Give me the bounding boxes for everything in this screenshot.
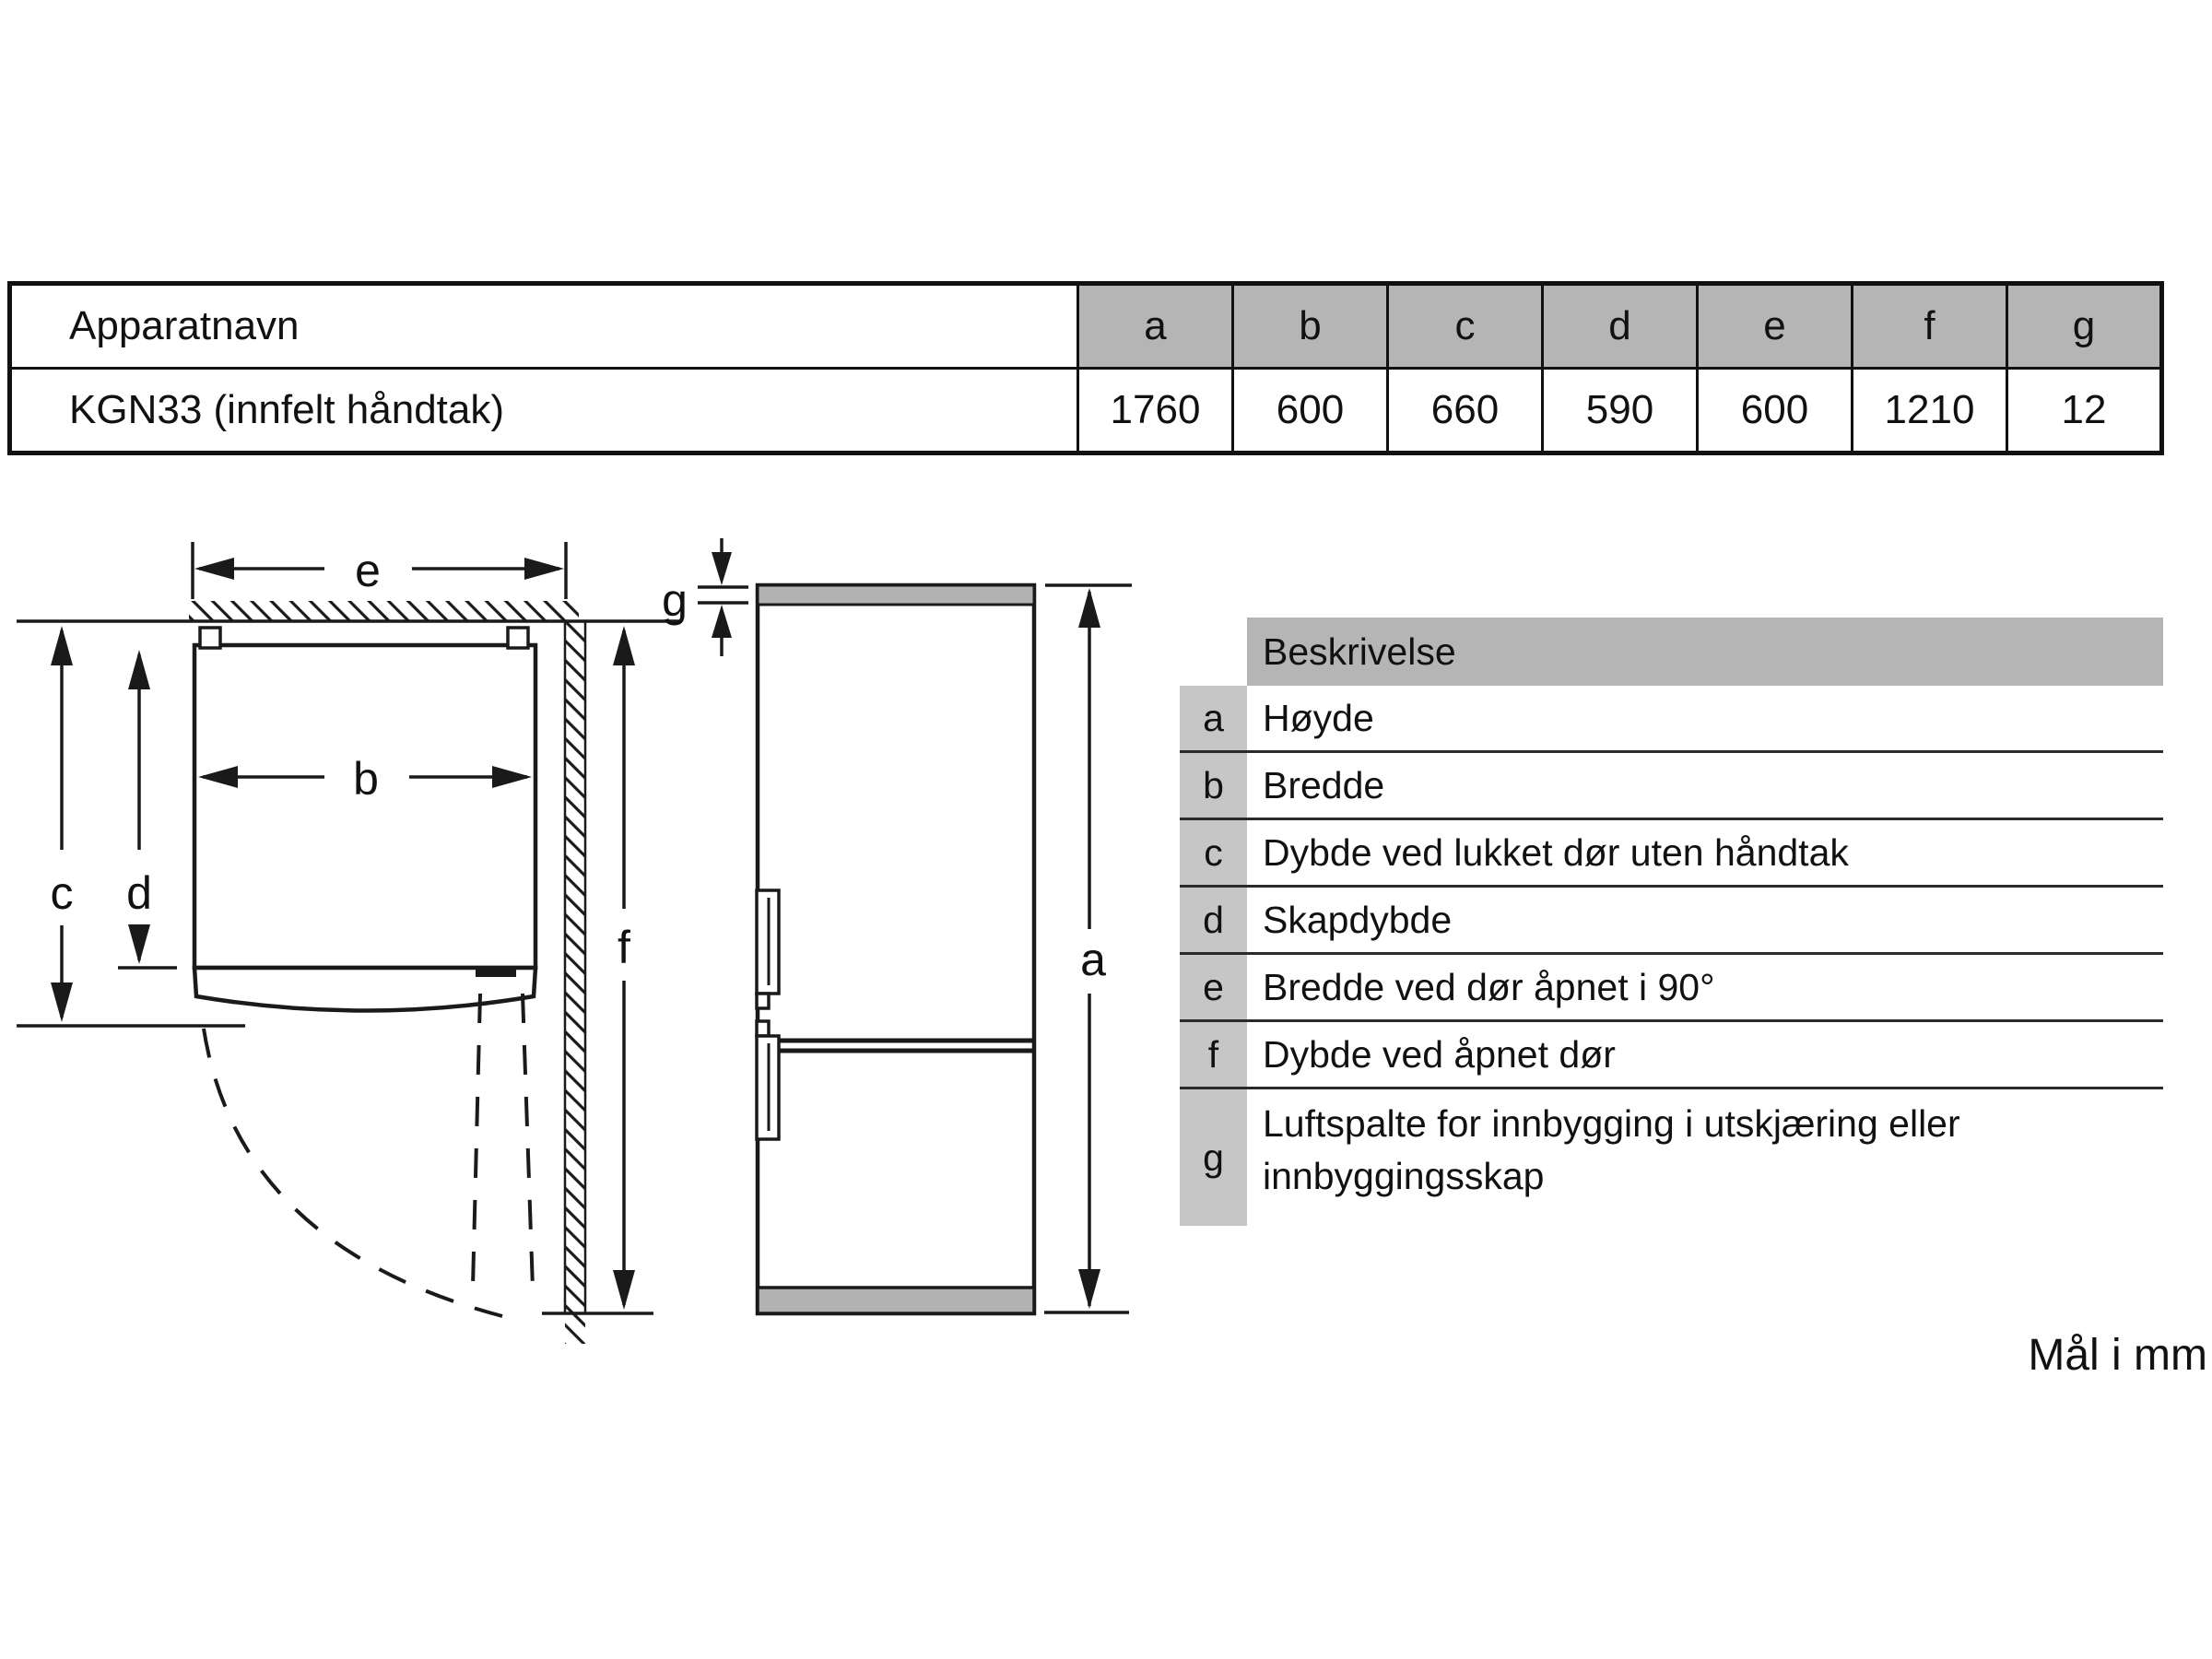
door-swing [204,994,533,1316]
desc-text: Bredde ved dør åpnet i 90° [1263,965,1715,1008]
dim-label-c: c [50,867,74,919]
dim-label-b: b [353,753,379,805]
spec-value-a: 1760 [1078,369,1233,453]
spec-value-d: 590 [1543,369,1698,453]
description-header [1247,618,2163,686]
spec-header-name: Apparatnavn [10,284,1078,369]
desc-row-g [1180,1089,2163,1226]
spec-value-g: 12 [2007,369,2162,453]
desc-key: b [1180,753,1247,818]
dim-label-a: a [1080,934,1106,985]
dim-e [193,542,566,599]
units-note: Mål i mm [2028,1331,2207,1380]
desc-text: Skapdybde [1263,898,1453,941]
desc-row-c [1180,820,2163,888]
desc-key: e [1180,955,1247,1019]
desc-key: d [1180,888,1247,952]
desc-key: g [1180,1089,1247,1226]
desc-key: f [1180,1022,1247,1087]
spec-header-g: g [2007,284,2162,369]
hinge-left [200,628,220,648]
dim-d [118,650,177,968]
hinge-right [508,628,528,648]
dim-label-e: e [355,545,381,596]
description-header-label: Beskrivelse [1263,629,1456,673]
desc-key: c [1180,820,1247,885]
front-view [662,538,1132,1313]
desc-row-b [1180,753,2163,820]
desc-row-a [1180,686,2163,753]
cabinet-front-view [758,585,1034,1313]
desc-text: Luftspalte for innbygging i utskjæring eller innbyggingsskap [1263,1102,1960,1197]
spec-value-row [10,369,2162,453]
spec-table [7,281,2164,455]
desc-text: Bredde [1263,763,1385,806]
top-view [17,542,682,1344]
spec-model-name: KGN33 (innfelt håndtak) [10,369,1078,453]
lower-door-handle [757,1021,779,1139]
spec-header-c: c [1388,284,1543,369]
desc-text: Dybde ved lukket dør uten håndtak [1263,830,1849,874]
desc-text: Dybde ved åpnet dør [1263,1032,1616,1076]
spec-header-d: d [1543,284,1698,369]
desc-key: a [1180,686,1247,750]
spec-header-row [10,284,2162,369]
desc-text: Høyde [1263,696,1374,739]
spec-value-f: 1210 [1853,369,2007,453]
description-table [1180,618,2163,1226]
appliance-dimension-drawing [0,498,1161,1419]
spec-value-e: 600 [1698,369,1853,453]
dim-f [542,626,653,1313]
door-handle-mark [476,970,516,977]
dim-g [662,538,748,656]
spec-header-e: e [1698,284,1853,369]
desc-row-e [1180,955,2163,1022]
plinth [758,1288,1034,1313]
spec-header-f: f [1853,284,2007,369]
spec-value-b: 600 [1233,369,1388,453]
desc-row-d [1180,888,2163,955]
dim-label-f: f [618,922,630,973]
spec-value-c: 660 [1388,369,1543,453]
air-gap-strip [758,585,1034,605]
dim-label-g: g [662,574,688,626]
cabinet-top-view [194,628,535,1011]
dim-label-d: d [126,867,152,919]
spec-header-a: a [1078,284,1233,369]
upper-door-handle [757,890,779,1008]
spec-header-b: b [1233,284,1388,369]
dim-a [1044,585,1132,1312]
desc-row-f [1180,1022,2163,1089]
